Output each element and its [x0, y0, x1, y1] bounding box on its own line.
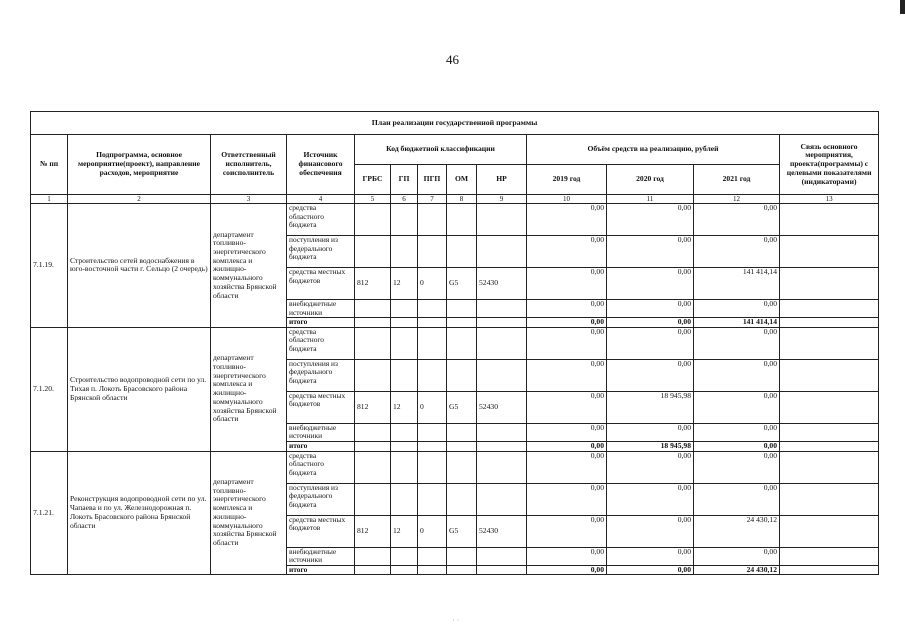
code-gp [391, 318, 418, 328]
funding-source: средства местных бюджетов [287, 391, 355, 423]
header-link: Связь основного мероприятия, проекта(программы) с целевыми показателями (индикаторами) [780, 135, 879, 195]
indicator-link [780, 547, 879, 565]
indicator-link [780, 441, 879, 451]
funding-source: итого [287, 441, 355, 451]
code-grbs [355, 327, 391, 359]
code-om: G5 [447, 515, 477, 547]
amount-y2019: 0,00 [527, 441, 607, 451]
code-gp [391, 441, 418, 451]
column-number: 5 [355, 195, 391, 204]
code-grbs [355, 318, 391, 328]
code-grbs [355, 451, 391, 483]
header-name: Подпрограмма, основное мероприятие(проект), направление расходов, мероприятие [68, 135, 211, 195]
column-number: 4 [287, 195, 355, 204]
code-grbs [355, 423, 391, 441]
funding-source: внебюджетные источники [287, 423, 355, 441]
code-pgp: 0 [418, 515, 447, 547]
code-np [477, 327, 527, 359]
amount-y2020: 0,00 [607, 483, 694, 515]
item-number: 7.1.21. [31, 451, 68, 575]
column-number: 8 [447, 195, 477, 204]
amount-y2020: 0,00 [607, 547, 694, 565]
indicator-link [780, 236, 879, 268]
column-number: 11 [607, 195, 694, 204]
code-np: 52430 [477, 268, 527, 300]
item-number: 7.1.20. [31, 327, 68, 451]
code-grbs [355, 483, 391, 515]
code-gp [391, 236, 418, 268]
header-2019: 2019 год [527, 165, 607, 195]
program-plan-table [30, 111, 879, 575]
header-responsible: Ответственный исполнитель, соисполнитель [211, 135, 287, 195]
amount-y2020: 18 945,98 [607, 441, 694, 451]
code-pgp [418, 423, 447, 441]
amount-y2020: 0,00 [607, 515, 694, 547]
amount-y2020: 0,00 [607, 268, 694, 300]
amount-y2021: 0,00 [694, 359, 780, 391]
amount-y2019: 0,00 [527, 483, 607, 515]
code-np: 52430 [477, 515, 527, 547]
amount-y2020: 0,00 [607, 565, 694, 575]
code-gp [391, 300, 418, 318]
item-responsible: департамент топливно-энергетического комплекса и жилищно-коммунального хозяйства Брянской области [211, 451, 287, 575]
code-grbs [355, 204, 391, 236]
amount-y2021: 0,00 [694, 204, 780, 236]
code-om [447, 547, 477, 565]
amount-y2020: 0,00 [607, 327, 694, 359]
code-pgp [418, 300, 447, 318]
header-om: ОМ [447, 165, 477, 195]
code-gp [391, 547, 418, 565]
amount-y2020: 18 945,98 [607, 391, 694, 423]
header-source: Источник финансового обеспечения [287, 135, 355, 195]
table-title: План реализации государственной программы [31, 112, 879, 135]
amount-y2020: 0,00 [607, 451, 694, 483]
column-number: 13 [780, 195, 879, 204]
code-np [477, 236, 527, 268]
code-pgp [418, 359, 447, 391]
amount-y2019: 0,00 [527, 391, 607, 423]
item-name: Строительство водопроводной сети по ул. Тихая п. Локоть Брасовского района Брянской области [68, 327, 211, 451]
column-number: 1 [31, 195, 68, 204]
code-grbs: 812 [355, 268, 391, 300]
code-grbs: 812 [355, 515, 391, 547]
code-gp [391, 327, 418, 359]
amount-y2019: 0,00 [527, 268, 607, 300]
scan-corner-mark [900, 0, 905, 14]
amount-y2020: 0,00 [607, 423, 694, 441]
amount-y2021: 0,00 [694, 441, 780, 451]
code-np [477, 547, 527, 565]
code-grbs: 812 [355, 391, 391, 423]
code-gp [391, 483, 418, 515]
code-om [447, 236, 477, 268]
code-np [477, 483, 527, 515]
code-pgp [418, 547, 447, 565]
header-2021: 2021 год [694, 165, 780, 195]
amount-y2021: 141 414,14 [694, 268, 780, 300]
amount-y2019: 0,00 [527, 300, 607, 318]
code-om [447, 451, 477, 483]
header-budget-code: Код бюджетной классификации [355, 135, 527, 165]
amount-y2019: 0,00 [527, 451, 607, 483]
amount-y2021: 0,00 [694, 236, 780, 268]
indicator-link [780, 515, 879, 547]
header-pgp: ПГП [418, 165, 447, 195]
indicator-link [780, 359, 879, 391]
column-number: 6 [391, 195, 418, 204]
table-row [31, 327, 879, 359]
header-no: № пп [31, 135, 68, 195]
code-pgp: 0 [418, 391, 447, 423]
amount-y2021: 24 430,12 [694, 515, 780, 547]
code-gp [391, 451, 418, 483]
code-pgp: 0 [418, 268, 447, 300]
header-volume: Объём средств на реализацию, рублей [527, 135, 780, 165]
amount-y2020: 0,00 [607, 359, 694, 391]
table-row [31, 204, 879, 236]
header-gp: ГП [391, 165, 418, 195]
code-om [447, 483, 477, 515]
code-np [477, 359, 527, 391]
code-grbs [355, 359, 391, 391]
code-gp: 12 [391, 268, 418, 300]
amount-y2019: 0,00 [527, 515, 607, 547]
header-np: НР [477, 165, 527, 195]
code-om [447, 204, 477, 236]
code-grbs [355, 300, 391, 318]
code-np [477, 318, 527, 328]
amount-y2020: 0,00 [607, 318, 694, 328]
code-np [477, 441, 527, 451]
code-gp [391, 359, 418, 391]
code-np [477, 565, 527, 575]
code-pgp [418, 483, 447, 515]
column-number: 9 [477, 195, 527, 204]
column-number: 3 [211, 195, 287, 204]
funding-source: средства областного бюджета [287, 451, 355, 483]
amount-y2021: 0,00 [694, 391, 780, 423]
amount-y2019: 0,00 [527, 547, 607, 565]
amount-y2019: 0,00 [527, 327, 607, 359]
code-grbs [355, 441, 391, 451]
indicator-link [780, 483, 879, 515]
code-grbs [355, 236, 391, 268]
item-name: Реконструкция водопроводной сети по ул. Чапаева и по ул. Железнодорожная п. Локоть Брасовского района Брянской области [68, 451, 211, 575]
code-np [477, 451, 527, 483]
indicator-link [780, 451, 879, 483]
code-om [447, 318, 477, 328]
code-gp: 12 [391, 515, 418, 547]
code-om [447, 423, 477, 441]
table-body [31, 204, 879, 575]
code-gp [391, 565, 418, 575]
code-om [447, 565, 477, 575]
column-number: 12 [694, 195, 780, 204]
table-row [31, 451, 879, 483]
code-om: G5 [447, 391, 477, 423]
amount-y2021: 141 414,14 [694, 318, 780, 328]
code-om [447, 300, 477, 318]
indicator-link [780, 318, 879, 328]
indicator-link [780, 204, 879, 236]
code-grbs [355, 547, 391, 565]
code-gp [391, 423, 418, 441]
item-number: 7.1.19. [31, 204, 68, 328]
code-np [477, 204, 527, 236]
indicator-link [780, 565, 879, 575]
column-number: 7 [418, 195, 447, 204]
item-name: Строительство сетей водоснабжения в юго-восточной части г. Сельцо (2 очередь) [68, 204, 211, 328]
indicator-link [780, 268, 879, 300]
funding-source: внебюджетные источники [287, 300, 355, 318]
funding-source: средства областного бюджета [287, 327, 355, 359]
funding-source: итого [287, 318, 355, 328]
header-2020: 2020 год [607, 165, 694, 195]
code-np: 52430 [477, 391, 527, 423]
code-gp: 12 [391, 391, 418, 423]
code-pgp [418, 327, 447, 359]
amount-y2020: 0,00 [607, 204, 694, 236]
amount-y2020: 0,00 [607, 300, 694, 318]
code-np [477, 423, 527, 441]
amount-y2021: 0,00 [694, 327, 780, 359]
code-pgp [418, 318, 447, 328]
funding-source: поступления из федерального бюджета [287, 359, 355, 391]
funding-source: средства областного бюджета [287, 204, 355, 236]
code-gp [391, 204, 418, 236]
column-number-row [31, 195, 879, 204]
funding-source: средства местных бюджетов [287, 268, 355, 300]
code-om: G5 [447, 268, 477, 300]
code-pgp [418, 204, 447, 236]
amount-y2021: 24 430,12 [694, 565, 780, 575]
funding-source: внебюджетные источники [287, 547, 355, 565]
header-grbs: ГРБС [355, 165, 391, 195]
code-om [447, 359, 477, 391]
column-number: 2 [68, 195, 211, 204]
indicator-link [780, 391, 879, 423]
code-pgp [418, 451, 447, 483]
code-grbs [355, 565, 391, 575]
scan-marks: · · [452, 616, 460, 625]
amount-y2021: 0,00 [694, 423, 780, 441]
amount-y2021: 0,00 [694, 483, 780, 515]
funding-source: поступления из федерального бюджета [287, 236, 355, 268]
indicator-link [780, 423, 879, 441]
column-number: 10 [527, 195, 607, 204]
item-responsible: департамент топливно-энергетического комплекса и жилищно-коммунального хозяйства Брянской области [211, 327, 287, 451]
funding-source: итого [287, 565, 355, 575]
page-number: 46 [446, 52, 459, 67]
funding-source: поступления из федерального бюджета [287, 483, 355, 515]
code-om [447, 441, 477, 451]
amount-y2019: 0,00 [527, 359, 607, 391]
amount-y2021: 0,00 [694, 451, 780, 483]
amount-y2021: 0,00 [694, 300, 780, 318]
code-om [447, 327, 477, 359]
code-pgp [418, 565, 447, 575]
amount-y2021: 0,00 [694, 547, 780, 565]
amount-y2019: 0,00 [527, 423, 607, 441]
funding-source: средства местных бюджетов [287, 515, 355, 547]
amount-y2019: 0,00 [527, 318, 607, 328]
amount-y2019: 0,00 [527, 236, 607, 268]
amount-y2019: 0,00 [527, 204, 607, 236]
indicator-link [780, 327, 879, 359]
code-np [477, 300, 527, 318]
amount-y2019: 0,00 [527, 565, 607, 575]
amount-y2020: 0,00 [607, 236, 694, 268]
indicator-link [780, 300, 879, 318]
code-pgp [418, 441, 447, 451]
code-pgp [418, 236, 447, 268]
item-responsible: департамент топливно-энергетического комплекса и жилищно-коммунального хозяйства Брянской области [211, 204, 287, 328]
